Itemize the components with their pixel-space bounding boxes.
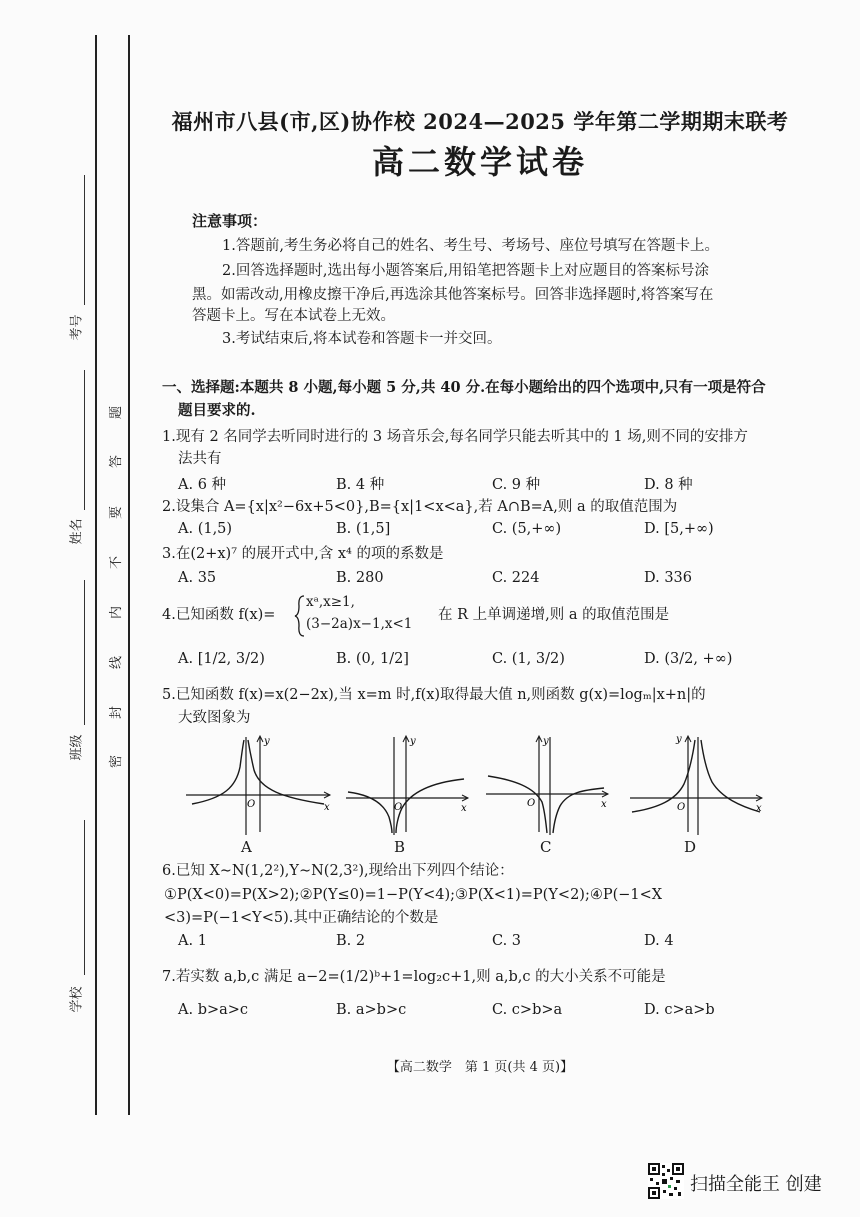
notice-line: 2.回答选择题时,选出每小题答案后,用铅笔把答题卡上对应题目的答案标号涂 bbox=[222, 263, 710, 279]
name-label: 姓名 bbox=[69, 518, 85, 545]
q6-option-c: C. 3 bbox=[492, 933, 522, 949]
binding-line-outer bbox=[95, 35, 97, 1115]
notice-line: 1.答题前,考生务必将自己的姓名、考生号、考场号、座位号填写在答题卡上。 bbox=[222, 238, 719, 254]
q7-option-b: B. a>b>c bbox=[336, 1002, 407, 1018]
q4-suffix: 在 R 上单调递增,则 a 的取值范围是 bbox=[438, 607, 670, 623]
q4-case-2: (3−2a)x−1,x<1 bbox=[306, 616, 413, 632]
q2-option-b: B. (1,5] bbox=[336, 521, 391, 537]
q5-graph-d-origin: O bbox=[677, 802, 686, 813]
q1-option-a: A. 6 种 bbox=[178, 477, 227, 493]
notice-line: 黑。如需改动,用橡皮擦干净后,再选涂其他答案标号。回答非选择题时,将答案写在 bbox=[192, 287, 714, 303]
q4-option-a: A. [1/2, 3/2) bbox=[178, 651, 265, 667]
seal-char: 线 bbox=[109, 655, 125, 670]
seal-char: 内 bbox=[109, 605, 125, 620]
q5-graph-a-origin: O bbox=[247, 799, 256, 810]
q5-graph-a-axis-x: x bbox=[324, 802, 330, 813]
q1-option-d: D. 8 种 bbox=[644, 477, 693, 493]
q6-stem-cont2: <3)=P(−1<Y<5).其中正确结论的个数是 bbox=[164, 910, 439, 926]
q5-graph-c-axis-y: y bbox=[543, 736, 549, 747]
seal-char: 题 bbox=[109, 405, 125, 420]
seal-char: 密 bbox=[109, 754, 125, 769]
q5-stem: 5.已知函数 f(x)=x(2−2x),当 x=m 时,f(x)取得最大值 n,则函数 g(x)=logₘ|x+n|的 bbox=[162, 687, 706, 703]
name-line bbox=[84, 370, 85, 510]
seal-char: 不 bbox=[109, 555, 125, 570]
q5-graph-label-b: B bbox=[394, 838, 406, 856]
seal-char: 答 bbox=[109, 454, 125, 469]
school-label: 学校 bbox=[69, 986, 85, 1013]
q6-option-a: A. 1 bbox=[178, 933, 207, 949]
q1-option-c: C. 9 种 bbox=[492, 477, 541, 493]
q2-option-c: C. (5,+∞) bbox=[492, 521, 562, 537]
q6-option-d: D. 4 bbox=[644, 933, 674, 949]
notice-line: 3.考试结束后,将本试卷和答题卡一并交回。 bbox=[222, 331, 502, 347]
q5-graph-b bbox=[344, 732, 474, 837]
page-footer: 【高二数学 第 1 页(共 4 页)】 bbox=[386, 1060, 574, 1075]
q4-prefix: 4.已知函数 f(x)= bbox=[162, 607, 276, 623]
q5-graph-b-origin: O bbox=[394, 802, 403, 813]
q7-option-c: C. c>b>a bbox=[492, 1002, 563, 1018]
q3-stem: 3.在(2+x)⁷ 的展开式中,含 x⁴ 的项的系数是 bbox=[162, 546, 444, 562]
qr-code-icon bbox=[648, 1163, 684, 1203]
q2-option-a: A. (1,5) bbox=[178, 521, 233, 537]
q3-option-b: B. 280 bbox=[336, 570, 384, 586]
q1-stem: 1.现有 2 名同学去听同时进行的 3 场音乐会,每名同学只能去听其中的 1 场,则不同的安排方 bbox=[162, 429, 748, 445]
q1-stem-cont: 法共有 bbox=[178, 451, 222, 467]
q4-case-1: xᵃ,x≥1, bbox=[306, 594, 355, 610]
q5-graph-b-axis-x: x bbox=[461, 803, 467, 814]
q4-option-c: C. (1, 3/2) bbox=[492, 651, 565, 667]
q5-graph-label-a: A bbox=[241, 838, 252, 856]
q3-option-c: C. 224 bbox=[492, 570, 540, 586]
q5-graph-label-d: D bbox=[684, 838, 697, 856]
q6-stem: 6.已知 X∼N(1,2²),Y∼N(2,3²),现给出下列四个结论： bbox=[162, 863, 514, 879]
q5-graph-d-axis-x: x bbox=[756, 803, 762, 814]
exam-title: 福州市八县(市,区)协作校 2024—2025 学年第二学期期末联考 bbox=[171, 109, 789, 134]
q4-brace-icon bbox=[294, 594, 306, 638]
q3-option-d: D. 336 bbox=[644, 570, 693, 586]
q7-stem: 7.若实数 a,b,c 满足 a−2=(1/2)ᵇ+1=log₂c+1,则 a,b,c 的大小关系不可能是 bbox=[162, 969, 666, 985]
q6-option-b: B. 2 bbox=[336, 933, 366, 949]
q5-graph-d bbox=[628, 732, 768, 837]
q5-graph-c-axis-x: x bbox=[601, 799, 607, 810]
section-heading: 一、选择题:本题共 8 小题,每小题 5 分,共 40 分.在每小题给出的四个选项中,只有一项是符合 bbox=[162, 379, 766, 396]
exam-no-line bbox=[84, 175, 85, 305]
section-heading-cont: 题目要求的. bbox=[178, 402, 256, 419]
q7-option-d: D. c>a>b bbox=[644, 1002, 715, 1018]
notice-heading: 注意事项： bbox=[192, 212, 268, 230]
class-label: 班级 bbox=[69, 734, 85, 761]
q5-graph-c-origin: O bbox=[527, 798, 536, 809]
school-line bbox=[84, 820, 85, 975]
q5-stem-cont: 大致图象为 bbox=[178, 710, 251, 726]
q5-graph-label-c: C bbox=[540, 838, 552, 856]
q4-option-b: B. (0, 1/2] bbox=[336, 651, 409, 667]
watermark-text: 扫描全能王 创建 bbox=[690, 1174, 822, 1195]
q4-option-d: D. (3/2, +∞) bbox=[644, 651, 733, 667]
binding-line-inner bbox=[128, 35, 130, 1115]
seal-char: 要 bbox=[109, 505, 125, 520]
notice-line: 答题卡上。写在本试卷上无效。 bbox=[192, 308, 395, 324]
q5-graph-b-axis-y: y bbox=[410, 736, 416, 747]
seal-char: 封 bbox=[109, 705, 125, 720]
q1-option-b: B. 4 种 bbox=[336, 477, 385, 493]
q7-option-a: A. b>a>c bbox=[178, 1002, 249, 1018]
exam-subtitle: 高二数学试卷 bbox=[371, 143, 588, 181]
q5-graph-d-axis-y: y bbox=[676, 734, 682, 745]
class-line bbox=[84, 580, 85, 725]
q5-graph-a-axis-y: y bbox=[264, 736, 270, 747]
q5-graph-a bbox=[184, 732, 334, 837]
q6-stem-cont: ①P(X<0)=P(X>2);②P(Y≤0)=1−P(Y<4);③P(X<1)=P(Y<2);④P(−1<X bbox=[164, 887, 663, 903]
q2-option-d: D. [5,+∞) bbox=[644, 521, 714, 537]
q2-stem: 2.设集合 A={x|x²−6x+5<0},B={x|1<x<a},若 A∩B=A,则 a 的取值范围为 bbox=[162, 499, 678, 515]
exam-no-label: 考号 bbox=[69, 314, 85, 341]
q3-option-a: A. 35 bbox=[178, 570, 217, 586]
q5-graph-c bbox=[484, 732, 614, 837]
